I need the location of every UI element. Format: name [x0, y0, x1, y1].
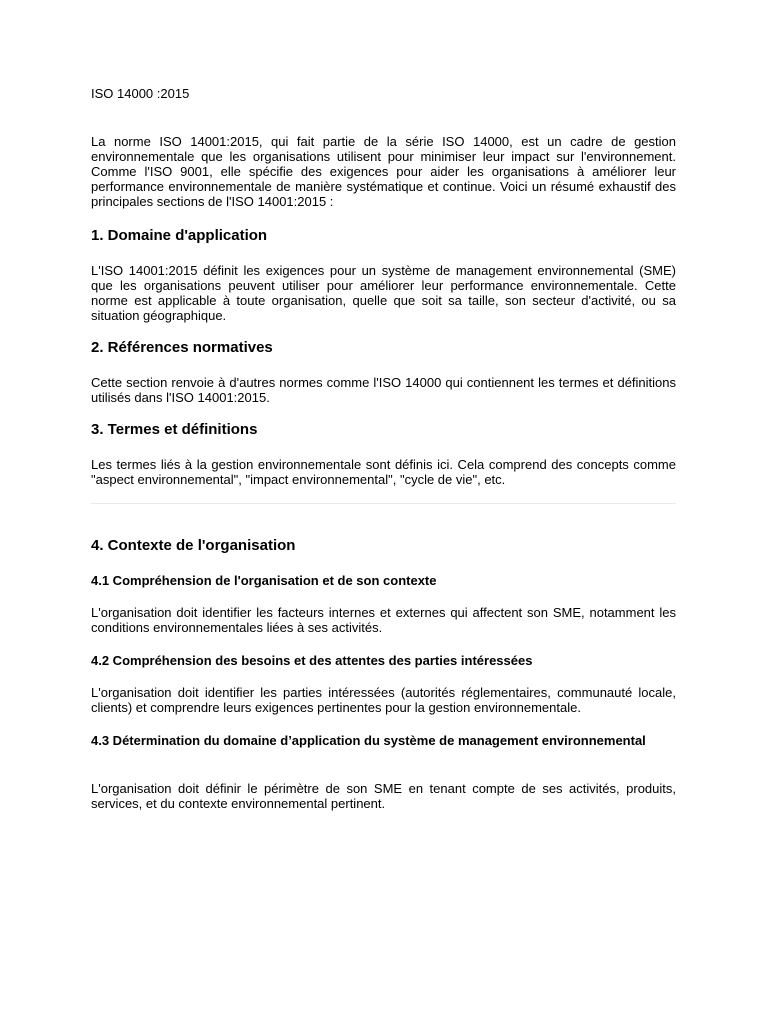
section-text-1: L'ISO 14001:2015 définit les exigences pour un système de management environnemental (SME) que les organisations peuvent utiliser pour améliorer leur performance environnementale. Cette norme est applicable à toute organisation, quelle que soit sa taille, son secteur d'activité, ou sa situation géographique. — [91, 263, 676, 323]
subsection-heading-4-2: 4.2 Compréhension des besoins et des attentes des parties intéressées — [91, 653, 533, 668]
subsection-heading-4-3: 4.3 Détermination du domaine d’application du système de management environnemental — [91, 733, 646, 748]
section-text-3: Les termes liés à la gestion environnementale sont définis ici. Cela comprend des concepts comme "aspect environnemental", "impact environnemental", "cycle de vie", etc. — [91, 457, 676, 487]
section-heading-2: 2. Références normatives — [91, 339, 273, 356]
subsection-text-4-2: L'organisation doit identifier les parties intéressées (autorités réglementaires, communauté locale, clients) et comprendre leurs exigences pertinentes pour la gestion environnementale. — [91, 685, 676, 715]
section-heading-4: 4. Contexte de l'organisation — [91, 537, 296, 554]
subsection-text-4-3: L'organisation doit définir le périmètre de son SME en tenant compte de ses activités, produits, services, et du contexte environnemental pertinent. — [91, 781, 676, 811]
section-heading-1: 1. Domaine d'application — [91, 227, 268, 244]
divider — [91, 503, 676, 504]
subsection-text-4-1: L'organisation doit identifier les facteurs internes et externes qui affectent son SME, notamment les conditions environnementales liées à ses activités. — [91, 605, 676, 635]
section-text-2: Cette section renvoie à d'autres normes comme l'ISO 14000 qui contiennent les termes et définitions utilisés dans l'ISO 14001:2015. — [91, 375, 676, 405]
section-heading-3: 3. Termes et définitions — [91, 421, 258, 438]
subsection-heading-4-1: 4.1 Compréhension de l'organisation et de son contexte — [91, 573, 437, 588]
intro-paragraph: La norme ISO 14001:2015, qui fait partie de la série ISO 14000, est un cadre de gestion environnementale que les organisations utilisent pour minimiser leur impact sur l'environnement. Comme l'ISO 9001, elle spécifie des exigences pour aider les organisations à améliorer leur performance environnementale de manière systématique et continue. Voici un résumé exhaustif des principales sections de l'ISO 14001:2015 : — [91, 134, 676, 209]
document-title: ISO 14000 :2015 — [91, 86, 190, 101]
